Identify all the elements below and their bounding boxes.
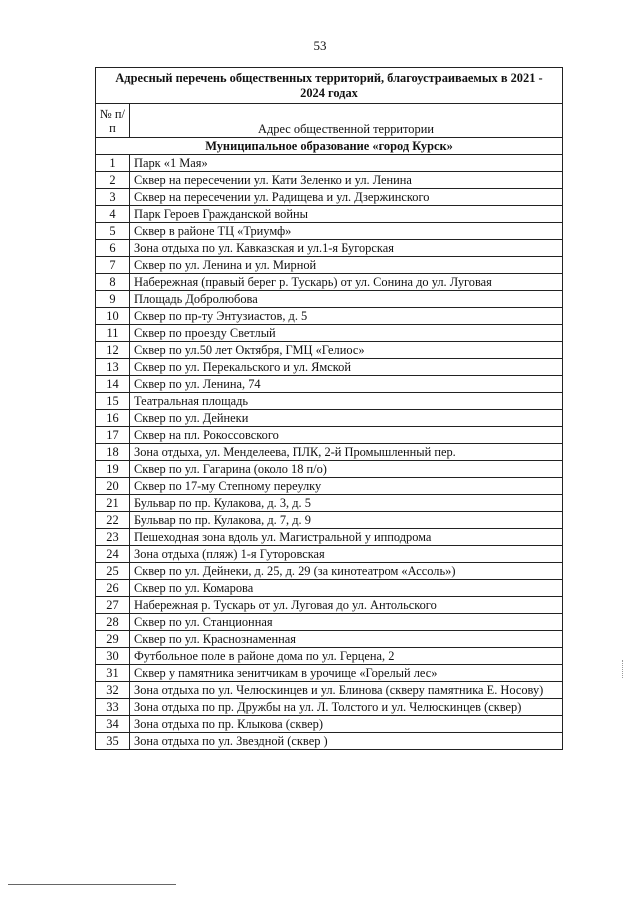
row-address: Бульвар по пр. Кулакова, д. 3, д. 5 — [130, 495, 563, 512]
row-number: 5 — [96, 223, 130, 240]
table-row — [96, 631, 563, 648]
row-number: 33 — [96, 699, 130, 716]
row-number: 13 — [96, 359, 130, 376]
row-number: 8 — [96, 274, 130, 291]
table-row — [96, 206, 563, 223]
row-address: Футбольное поле в районе дома по ул. Герцена, 2 — [130, 648, 563, 665]
row-address: Сквер по ул. Перекальского и ул. Ямской — [130, 359, 563, 376]
row-address: Сквер по ул. Краснознаменная — [130, 631, 563, 648]
table-row — [96, 359, 563, 376]
table-row — [96, 427, 563, 444]
row-number: 3 — [96, 189, 130, 206]
row-number: 7 — [96, 257, 130, 274]
row-address: Сквер по ул. Станционная — [130, 614, 563, 631]
header-address: Адрес общественной территории — [130, 104, 563, 138]
table-row — [96, 716, 563, 733]
row-number: 16 — [96, 410, 130, 427]
table-row — [96, 257, 563, 274]
table-row — [96, 342, 563, 359]
table-row — [96, 189, 563, 206]
row-number: 26 — [96, 580, 130, 597]
row-number: 15 — [96, 393, 130, 410]
row-number: 9 — [96, 291, 130, 308]
table-row — [96, 155, 563, 172]
row-address: Сквер по проезду Светлый — [130, 325, 563, 342]
table-row — [96, 733, 563, 750]
municipality-row — [96, 138, 563, 155]
row-number: 22 — [96, 512, 130, 529]
row-address: Зона отдыха по ул. Звездной (сквер ) — [130, 733, 563, 750]
row-number: 23 — [96, 529, 130, 546]
row-number: 6 — [96, 240, 130, 257]
row-address: Зона отдыха по ул. Челюскинцев и ул. Блинова (скверу памятника Е. Носову) — [130, 682, 563, 699]
row-address: Зона отдыха, ул. Менделеева, ПЛК, 2-й Промышленный пер. — [130, 444, 563, 461]
row-number: 2 — [96, 172, 130, 189]
table-header-row — [96, 104, 563, 138]
row-address: Сквер в районе ТЦ «Триумф» — [130, 223, 563, 240]
table-row — [96, 546, 563, 563]
row-number: 11 — [96, 325, 130, 342]
row-number: 24 — [96, 546, 130, 563]
row-address: Сквер на пересечении ул. Радищева и ул. Дзержинского — [130, 189, 563, 206]
row-number: 27 — [96, 597, 130, 614]
row-address: Сквер у памятника зенитчикам в урочище «Горелый лес» — [130, 665, 563, 682]
row-number: 34 — [96, 716, 130, 733]
margin-mark — [622, 660, 624, 678]
row-address: Сквер по ул. Дейнеки, д. 25, д. 29 (за кинотеатром «Ассоль») — [130, 563, 563, 580]
row-number: 31 — [96, 665, 130, 682]
row-address: Зона отдыха (пляж) 1-я Гуторовская — [130, 546, 563, 563]
row-address: Бульвар по пр. Кулакова, д. 7, д. 9 — [130, 512, 563, 529]
table-row — [96, 614, 563, 631]
table-row — [96, 172, 563, 189]
row-address: Сквер по ул. Ленина и ул. Мирной — [130, 257, 563, 274]
table-row — [96, 495, 563, 512]
table-row — [96, 393, 563, 410]
table-title: Адресный перечень общественных территорий, благоустраиваемых в 2021 - 2024 годах — [96, 68, 563, 104]
row-address: Сквер на пересечении ул. Кати Зеленко и ул. Ленина — [130, 172, 563, 189]
row-number: 1 — [96, 155, 130, 172]
row-number: 17 — [96, 427, 130, 444]
table-row — [96, 291, 563, 308]
row-address: Парк Героев Гражданской войны — [130, 206, 563, 223]
table-title-row — [96, 68, 563, 104]
row-address: Набережная (правый берег р. Тускарь) от ул. Сонина до ул. Луговая — [130, 274, 563, 291]
row-address: Площадь Добролюбова — [130, 291, 563, 308]
table-row — [96, 478, 563, 495]
row-number: 30 — [96, 648, 130, 665]
row-number: 32 — [96, 682, 130, 699]
table-row — [96, 325, 563, 342]
table-row — [96, 461, 563, 478]
row-number: 12 — [96, 342, 130, 359]
page-number: 53 — [313, 38, 327, 53]
row-address: Сквер по пр-ту Энтузиастов, д. 5 — [130, 308, 563, 325]
row-number: 19 — [96, 461, 130, 478]
row-number: 21 — [96, 495, 130, 512]
row-address: Сквер по ул. Комарова — [130, 580, 563, 597]
table-row — [96, 512, 563, 529]
table-row — [96, 699, 563, 716]
row-address: Сквер на пл. Рокоссовского — [130, 427, 563, 444]
table-row — [96, 563, 563, 580]
row-address: Набережная р. Тускарь от ул. Луговая до ул. Антольского — [130, 597, 563, 614]
row-address: Парк «1 Мая» — [130, 155, 563, 172]
table-row — [96, 682, 563, 699]
header-number: № п/п — [96, 104, 130, 138]
table-row — [96, 410, 563, 427]
row-number: 20 — [96, 478, 130, 495]
table-row — [96, 665, 563, 682]
row-number: 14 — [96, 376, 130, 393]
territories-table — [95, 67, 563, 750]
row-address: Зона отдыха по пр. Дружбы на ул. Л. Толстого и ул. Челюскинцев (сквер) — [130, 699, 563, 716]
table-body — [96, 155, 563, 750]
row-number: 4 — [96, 206, 130, 223]
row-address: Зона отдыха по пр. Клыкова (сквер) — [130, 716, 563, 733]
row-address: Сквер по 17-му Степному переулку — [130, 478, 563, 495]
row-address: Театральная площадь — [130, 393, 563, 410]
footer-rule — [8, 884, 176, 885]
table-row — [96, 376, 563, 393]
row-number: 18 — [96, 444, 130, 461]
row-address: Пешеходная зона вдоль ул. Магистральной у ипподрома — [130, 529, 563, 546]
row-address: Сквер по ул. Дейнеки — [130, 410, 563, 427]
table-row — [96, 240, 563, 257]
table-row — [96, 648, 563, 665]
table-row — [96, 580, 563, 597]
row-address: Сквер по ул.50 лет Октября, ГМЦ «Гелиос» — [130, 342, 563, 359]
table-row — [96, 444, 563, 461]
row-number: 28 — [96, 614, 130, 631]
table-row — [96, 223, 563, 240]
table-row — [96, 274, 563, 291]
table-row — [96, 597, 563, 614]
table-row — [96, 529, 563, 546]
row-number: 10 — [96, 308, 130, 325]
table-row — [96, 308, 563, 325]
row-address: Зона отдыха по ул. Кавказская и ул.1-я Бугорская — [130, 240, 563, 257]
row-number: 29 — [96, 631, 130, 648]
municipality-heading: Муниципальное образование «город Курск» — [96, 138, 563, 155]
row-number: 35 — [96, 733, 130, 750]
row-number: 25 — [96, 563, 130, 580]
row-address: Сквер по ул. Гагарина (около 18 п/о) — [130, 461, 563, 478]
row-address: Сквер по ул. Ленина, 74 — [130, 376, 563, 393]
